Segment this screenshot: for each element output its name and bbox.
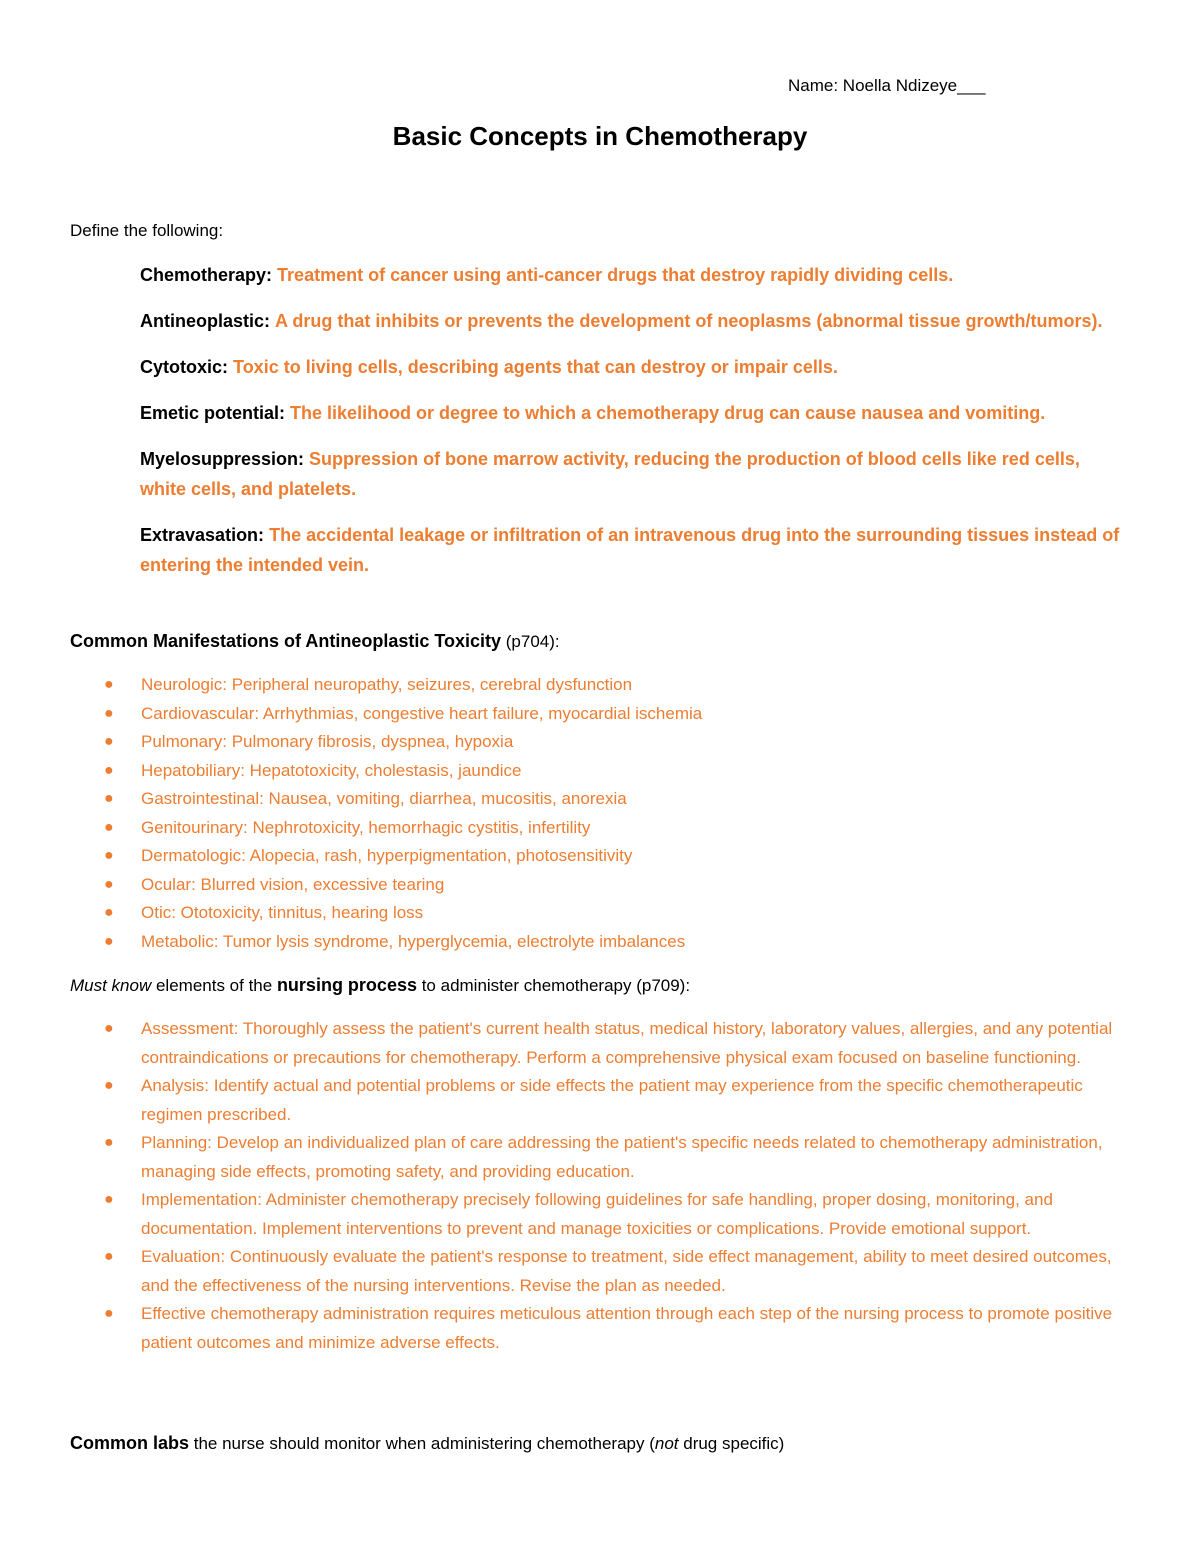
- bullet-icon: ●: [104, 1077, 114, 1094]
- list-item: [70, 871, 1130, 900]
- list-item: [70, 785, 1130, 814]
- bullet-icon: ●: [104, 1248, 114, 1265]
- list-item-text: Gastrointestinal: Nausea, vomiting, diarrhea, mucositis, anorexia: [141, 789, 627, 808]
- list-item-text: Evaluation: Continuously evaluate the patient's response to treatment, side effect management, ability to meet desired outcomes, and the effectiveness of the nursing interventions. Revise the plan as needed.: [141, 1247, 1112, 1295]
- definitions-list: [140, 260, 1130, 596]
- bullet-icon: ●: [104, 932, 114, 950]
- nursing-heading-italic: Must know: [70, 976, 152, 995]
- bullet-icon: ●: [104, 904, 114, 921]
- toxicity-list: [70, 671, 1130, 956]
- list-item: [70, 700, 1130, 729]
- list-item-text: Ocular: Blurred vision, excessive tearing: [141, 874, 445, 894]
- nursing-heading-mid: elements of the: [151, 976, 277, 995]
- define-instruction: Define the following:: [70, 221, 224, 240]
- list-item: [70, 1186, 1130, 1243]
- list-item: [70, 1300, 1130, 1357]
- definition-answer: Suppression of bone marrow activity, reducing the production of blood cells like red cells, white cells, and platelets.: [140, 449, 1080, 499]
- bullet-icon: ●: [104, 1305, 114, 1322]
- list-item-text: Cardiovascular: Arrhythmias, congestive heart failure, myocardial ischemia: [141, 703, 703, 723]
- labs-heading: [70, 1431, 784, 1456]
- nursing-heading-rest: to administer chemotherapy (p709):: [416, 976, 691, 995]
- bullet-icon: ●: [104, 761, 114, 779]
- bullet-icon: ●: [104, 733, 114, 750]
- list-item-text: Genitourinary: Nephrotoxicity, hemorrhagic cystitis, infertility: [141, 817, 591, 837]
- definition-item: [140, 352, 1130, 382]
- list-item-text: Implementation: Administer chemotherapy precisely following guidelines for safe handling, proper dosing, monitoring, and documentation. Implement interventions to prevent and manage toxicities or complications. Provide emotional support.: [141, 1190, 1053, 1238]
- list-item-text: Otic: Ototoxicity, tinnitus, hearing loss: [141, 903, 424, 922]
- list-item-text: Hepatobiliary: Hepatotoxicity, cholestasis, jaundice: [141, 760, 522, 780]
- labs-heading-bold: Common labs: [70, 1433, 190, 1453]
- page-title: Basic Concepts in Chemotherapy: [392, 121, 808, 151]
- nursing-process-list: [70, 1015, 1130, 1357]
- bullet-icon: ●: [104, 847, 114, 864]
- definition-answer: A drug that inhibits or prevents the development of neoplasms (abnormal tissue growth/tumors).: [275, 311, 1103, 331]
- list-item: [70, 1243, 1130, 1300]
- definition-answer: Toxic to living cells, describing agents that can destroy or impair cells.: [233, 357, 838, 377]
- bullet-icon: ●: [104, 875, 114, 893]
- list-item-text: Analysis: Identify actual and potential problems or side effects the patient may experience from the specific chemotherapeutic regimen prescribed.: [141, 1076, 1083, 1124]
- definition-term: Chemotherapy:: [140, 265, 273, 285]
- definition-term: Cytotoxic:: [140, 357, 229, 377]
- nursing-heading-bold: nursing process: [276, 975, 417, 995]
- bullet-icon: ●: [104, 1191, 114, 1208]
- definition-item: [140, 398, 1130, 428]
- list-item-text: Assessment: Thoroughly assess the patient's current health status, medical history, laboratory values, allergies, and any potential contraindications or precautions for chemotherapy. Perform a comprehensive physical exam focused on baseline functioning.: [141, 1019, 1113, 1067]
- labs-heading-rest: drug specific): [678, 1434, 785, 1453]
- list-item-text: Pulmonary: Pulmonary fibrosis, dyspnea, hypoxia: [141, 732, 514, 751]
- definition-item: [140, 520, 1130, 580]
- bullet-icon: ●: [104, 704, 114, 722]
- definition-answer: The accidental leakage or infiltration of an intravenous drug into the surrounding tissues instead of entering the intended vein.: [140, 525, 1120, 575]
- bullet-icon: ●: [104, 1134, 114, 1151]
- list-item-text: Neurologic: Peripheral neuropathy, seizures, cerebral dysfunction: [141, 675, 633, 694]
- nursing-heading: [70, 973, 690, 998]
- list-item: [70, 899, 1130, 928]
- list-item: [70, 842, 1130, 871]
- list-item: [70, 814, 1130, 843]
- list-item-text: Dermatologic: Alopecia, rash, hyperpigmentation, photosensitivity: [141, 846, 633, 865]
- bullet-icon: ●: [104, 818, 114, 836]
- list-item: [70, 1129, 1130, 1186]
- definition-term: Antineoplastic:: [140, 311, 271, 331]
- definition-term: Emetic potential:: [140, 403, 286, 423]
- toxicity-heading-page: (p704):: [501, 632, 560, 651]
- definition-answer: The likelihood or degree to which a chemotherapy drug can cause nausea and vomiting.: [290, 403, 1046, 423]
- labs-heading-italic: not: [654, 1434, 679, 1453]
- bullet-icon: ●: [104, 676, 114, 693]
- list-item: [70, 757, 1130, 786]
- labs-heading-mid: the nurse should monitor when administering chemotherapy (: [189, 1434, 655, 1453]
- definition-item: [140, 444, 1130, 504]
- definition-term: Extravasation:: [140, 525, 265, 545]
- definition-answer: Treatment of cancer using anti-cancer drugs that destroy rapidly dividing cells.: [277, 265, 954, 285]
- list-item-text: Planning: Develop an individualized plan of care addressing the patient's specific needs related to chemotherapy administration, managing side effects, promoting safety, and providing education.: [141, 1133, 1103, 1181]
- definition-item: [140, 260, 1130, 290]
- list-item-text: Effective chemotherapy administration requires meticulous attention through each step of the nursing process to promote positive patient outcomes and minimize adverse effects.: [141, 1304, 1113, 1352]
- definition-term: Myelosuppression:: [140, 449, 305, 469]
- bullet-icon: ●: [104, 1020, 114, 1037]
- toxicity-heading-bold: Common Manifestations of Antineoplastic Toxicity: [70, 631, 502, 651]
- definition-item: [140, 306, 1130, 336]
- list-item: [70, 671, 1130, 700]
- list-item: [70, 928, 1130, 957]
- student-name: Name: Noella Ndizeye___: [788, 76, 986, 95]
- list-item: [70, 728, 1130, 757]
- list-item: [70, 1072, 1130, 1129]
- toxicity-heading: [70, 629, 560, 654]
- list-item-text: Metabolic: Tumor lysis syndrome, hyperglycemia, electrolyte imbalances: [141, 931, 686, 951]
- list-item: [70, 1015, 1130, 1072]
- bullet-icon: ●: [104, 790, 114, 807]
